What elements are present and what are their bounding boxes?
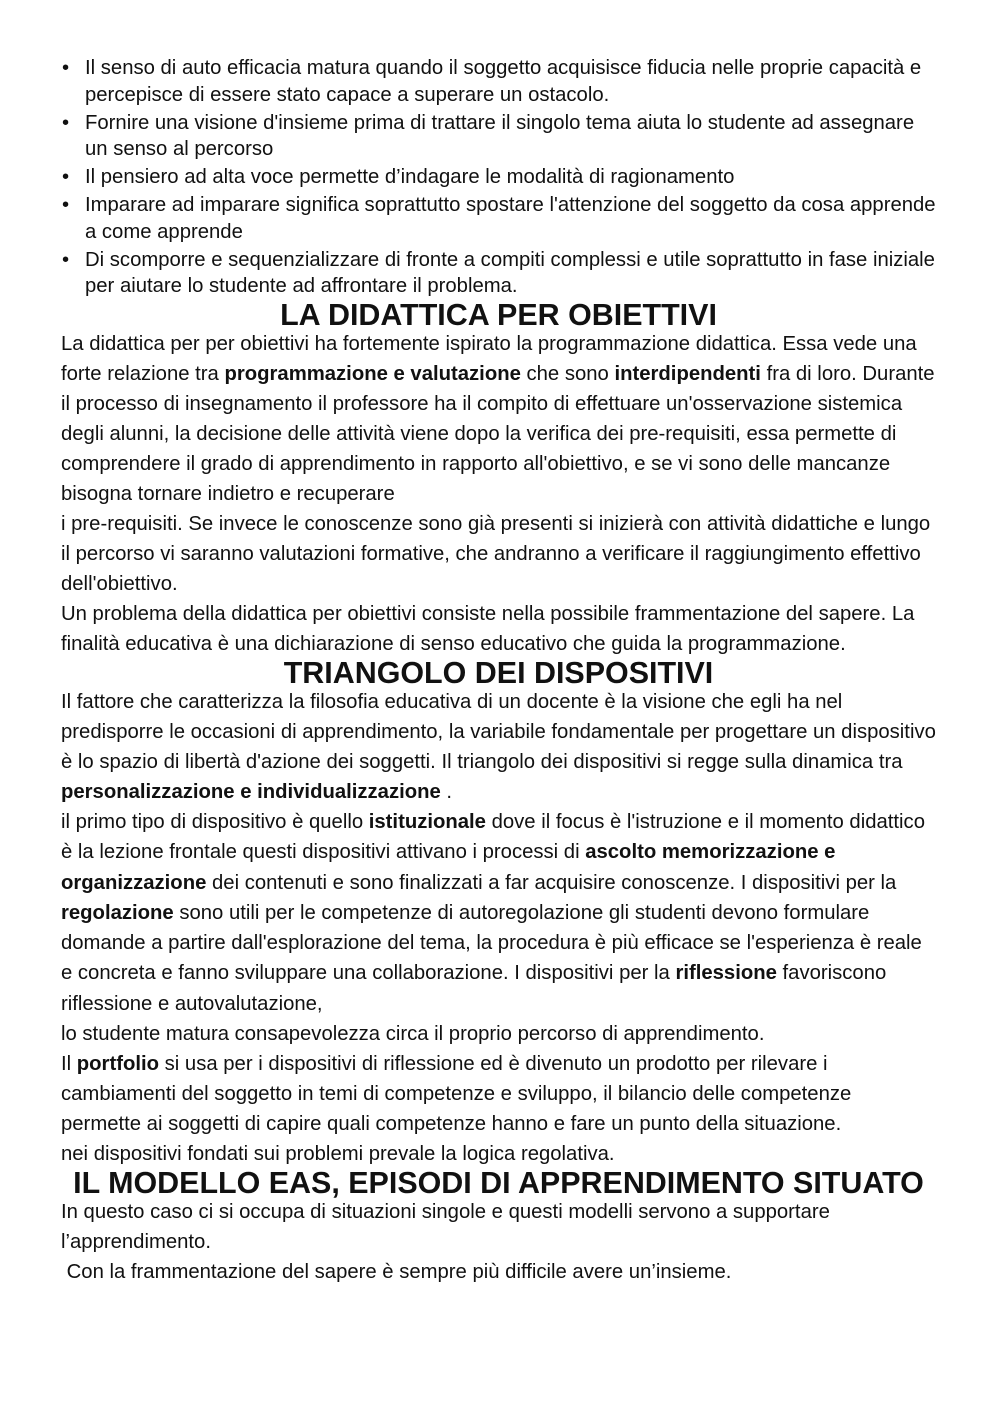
paragraph: Con la frammentazione del sapere è sempre più difficile avere un’insieme. bbox=[61, 1261, 732, 1284]
section-heading-triangolo: TRIANGOLO DEI DISPOSITIVI bbox=[283, 656, 714, 690]
bullet-icon: • bbox=[62, 194, 70, 216]
bullet-icon: • bbox=[62, 166, 70, 188]
bullet-list bbox=[61, 55, 936, 300]
bullet-icon: • bbox=[62, 248, 70, 271]
list-item: • Il pensiero ad alta voce permette d’indagare le modalità di ragionamento bbox=[61, 164, 936, 191]
paragraph: Il portfolio si usa per i dispositivi di riflessione ed è divenuto un prodotto per rilevare i cambiamenti del soggetto in temi di competenze e sviluppo, il bilancio delle competenze permette ai soggetti di capire quali competenze hanno e fare un punto della situazione. nei dispositivi fondati sui problemi prevale la logica regolativa. bbox=[61, 1053, 852, 1166]
list-item: • Di scomporre e sequenzializzare di fronte a compiti complessi e utile soprattutto in fase iniziale per aiutare lo studente ad affrontare il problema. bbox=[62, 248, 935, 297]
list-item: • Il senso di auto efficacia matura quando il soggetto acquisisce fiducia nelle proprie capacità e percepisce di essere stato capace a superare un ostacolo. bbox=[62, 57, 922, 106]
paragraph: La didattica per per obiettivi ha fortemente ispirato la programmazione didattica. Essa vede una forte relazione tra programmazione e valutazione che sono interdipendenti fra di loro. Durante il processo di insegnamento il professore ha il compito di effettuare un'osservazione sistemica degli alunni, la decisione delle attività viene dopo la verifica dei pre-requisiti, essa permette di comprendere il grado di apprendimento in rapporto all'obiettivo, e se vi sono delle mancanze bisogna tornare indietro e recuperare i pre-requisiti. Se invece le conoscenze sono già presenti si inizierà con attività didattiche e lungo il percorso vi saranno valutazioni formative, che andranno a verificare il raggiungimento effettivo dell'obiettivo. bbox=[61, 333, 935, 595]
section-heading-eas: IL MODELLO EAS, EPISODI DI APPRENDIMENTO SITUATO bbox=[73, 1166, 924, 1201]
section-heading-didattica: LA DIDATTICA PER OBIETTIVI bbox=[280, 298, 717, 332]
document-page bbox=[61, 55, 936, 1287]
bullet-icon: • bbox=[62, 57, 70, 79]
list-item: • Fornire una visione d'insieme prima di trattare il singolo tema aiuta lo studente ad assegnare un senso al percorso bbox=[62, 111, 915, 160]
paragraph: il primo tipo di dispositivo è quello istituzionale dove il focus è l'istruzione e il momento didattico è la lezione frontale questi dispositivi attivano i processi di ascolto memorizzazione e organizzazione dei contenuti e sono finalizzati a far acquisire conoscenze. I dispositivi per la regolazione sono utili per le competenze di autoregolazione gli studenti devono formulare domande a partire dall'esplorazione del tema, la procedura è più efficace se l'esperienza è reale e concreta e fanno sviluppare una collaborazione. I dispositivi per la riflessione favoriscono riflessione e autovalutazione, lo studente matura consapevolezza circa il proprio percorso di apprendimento. bbox=[61, 811, 925, 1046]
paragraph: Il fattore che caratterizza la filosofia educativa di un docente è la visione che egli ha nel predisporre le occasioni di apprendimento, la variabile fondamentale per progettare un dispositivo è lo spazio di libertà d'azione dei soggetti. Il triangolo dei dispositivi si regge sulla dinamica tra personalizzazione e individualizzazione . bbox=[61, 691, 936, 803]
list-item: • Imparare ad imparare significa soprattutto spostare l'attenzione del soggetto da cosa apprende a come apprende bbox=[62, 194, 936, 243]
paragraph: Un problema della didattica per obiettivi consiste nella possibile frammentazione del sapere. La finalità educativa è una dichiarazione di senso educativo che guida la programmazione. bbox=[61, 603, 915, 655]
bullet-icon: • bbox=[62, 111, 70, 134]
paragraph: In questo caso ci si occupa di situazioni singole e questi modelli servono a supportare l’apprendimento. bbox=[61, 1201, 830, 1254]
